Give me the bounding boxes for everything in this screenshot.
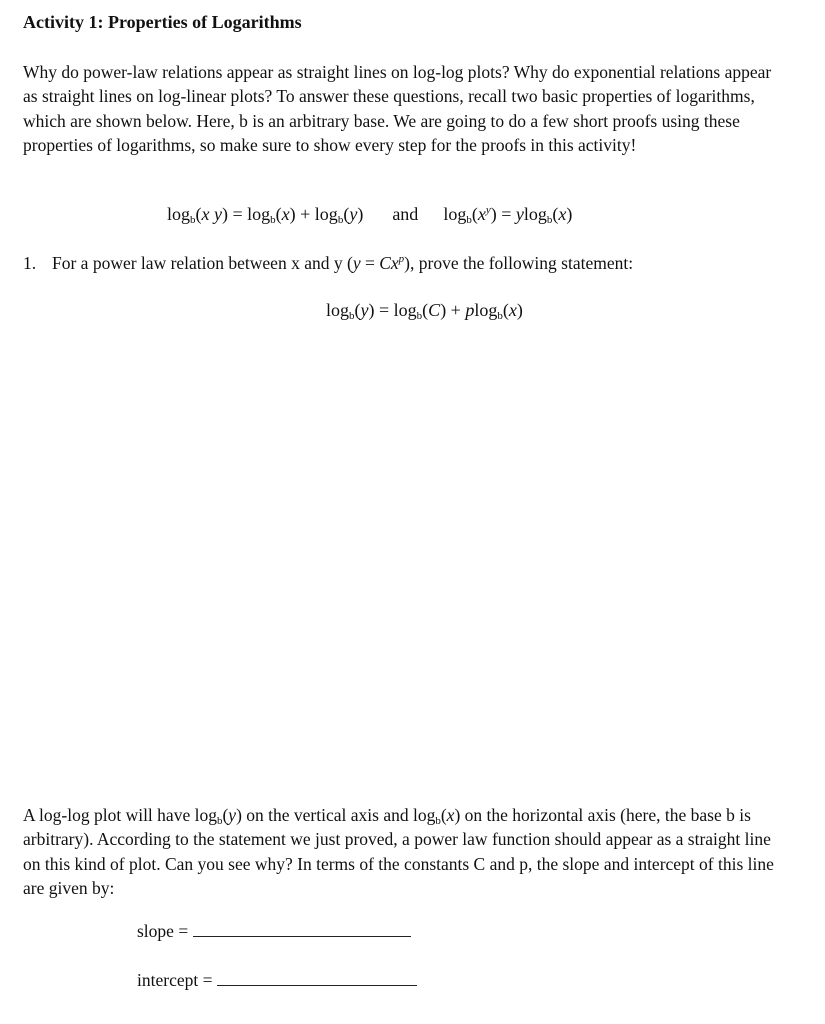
question-1-text-before: For a power law relation between x and y ( xyxy=(52,253,353,273)
proof-work-area[interactable] xyxy=(23,340,783,790)
log-y-expression: $\log_b(y)$ xyxy=(194,805,242,827)
question-1-text-after: ), prove the following statement: xyxy=(404,253,634,273)
statement-equation: $\log_b(y) = \log_b(C) + plog_b(x)$ xyxy=(326,300,523,322)
intercept-answer-blank[interactable] xyxy=(217,984,417,986)
slope-answer-blank[interactable] xyxy=(193,935,411,937)
question-number: 1. xyxy=(23,253,37,273)
log-x-expression: $\log_b(x)$ xyxy=(412,805,461,827)
intercept-answer-row xyxy=(137,970,417,991)
slope-label: slope = xyxy=(137,921,189,941)
power-law-formula: $y = Cx^p$ xyxy=(352,253,405,273)
log-log-paragraph xyxy=(23,803,783,900)
log-properties-equation xyxy=(167,204,572,225)
connector-word: and xyxy=(392,204,419,224)
power-rule: $\log_b(x^y) = ylog_b(x)$ xyxy=(443,204,573,226)
slope-answer-row xyxy=(137,921,411,942)
para2-part3: on the horizontal axis (here, the base b is arbitrary). According to the statement we just proved, a power law function should appear as a straight line on this kind of plot. Can you see why? In terms of the constants C and p, the slope and intercept of this line are given by: xyxy=(23,805,774,898)
intro-paragraph: Why do power-law relations appear as straight lines on log-log plots? Why do exponential relations appear as straight lines on log-linear plots? To answer these questions, recall two basic properties of logarithms, which are shown below. Here, b is an arbitrary base. We are going to do a few short proofs using these properties of logarithms, so make sure to show every step for the proofs in this activity! xyxy=(23,62,772,155)
product-rule: $\log_b(x$ $y) = \log_b(x) + \log_b(y)$ xyxy=(167,204,364,226)
question-1-text xyxy=(52,253,633,274)
para2-part1: A log-log plot will have xyxy=(23,805,195,825)
para2-part2: on the vertical axis and xyxy=(241,805,413,825)
activity-title: Activity 1: Properties of Logarithms xyxy=(23,12,302,32)
intercept-label: intercept = xyxy=(137,970,213,990)
